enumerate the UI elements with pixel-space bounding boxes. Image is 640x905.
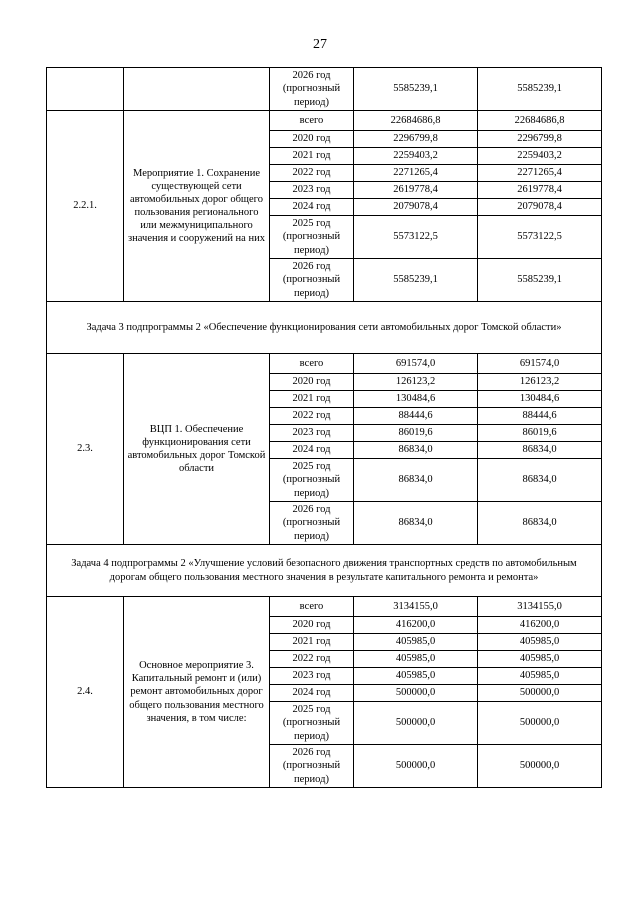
table-row xyxy=(47,111,602,131)
value-cell-1: 5573122,5 xyxy=(354,216,478,259)
value-cell-1: 2079078,4 xyxy=(354,199,478,216)
period-cell: 2024 год xyxy=(270,685,354,702)
value-cell-2: 5585239,1 xyxy=(478,259,602,302)
item-title xyxy=(124,68,270,111)
value-cell-1: 3134155,0 xyxy=(354,597,478,617)
value-cell-2: 500000,0 xyxy=(478,702,602,745)
item-number: 2.4. xyxy=(47,597,124,788)
value-cell-2: 5585239,1 xyxy=(478,68,602,111)
value-cell-1: 2296799,8 xyxy=(354,131,478,148)
value-cell-1: 86834,0 xyxy=(354,502,478,545)
task-heading: Задача 4 подпрограммы 2 «Улучшение условий безопасного движения транспортных средств по автомобильным дорогам общего пользования местного значения в результате капитального ремонта и ремонта» xyxy=(47,545,602,597)
value-cell-2: 86834,0 xyxy=(478,459,602,502)
period-cell: всего xyxy=(270,111,354,131)
task-row xyxy=(47,545,602,597)
value-cell-2: 691574,0 xyxy=(478,354,602,374)
value-cell-2: 130484,6 xyxy=(478,391,602,408)
value-cell-1: 88444,6 xyxy=(354,408,478,425)
value-cell-2: 500000,0 xyxy=(478,745,602,788)
value-cell-1: 86834,0 xyxy=(354,459,478,502)
value-cell-2: 416200,0 xyxy=(478,617,602,634)
item-title: Основное мероприятие 3. Капитальный ремонт и (или) ремонт автомобильных дорог общего пользования местного значения, в том числе: xyxy=(124,597,270,788)
value-cell-2: 3134155,0 xyxy=(478,597,602,617)
value-cell-2: 2296799,8 xyxy=(478,131,602,148)
budget-table xyxy=(46,67,602,788)
value-cell-2: 22684686,8 xyxy=(478,111,602,131)
value-cell-1: 5585239,1 xyxy=(354,68,478,111)
page-number: 27 xyxy=(313,37,327,52)
item-number: 2.3. xyxy=(47,354,124,545)
period-cell: 2025 год (прогнозный период) xyxy=(270,216,354,259)
table-row xyxy=(47,68,602,111)
period-cell: 2020 год xyxy=(270,131,354,148)
item-number xyxy=(47,68,124,111)
value-cell-1: 405985,0 xyxy=(354,668,478,685)
value-cell-2: 86834,0 xyxy=(478,502,602,545)
value-cell-2: 2619778,4 xyxy=(478,182,602,199)
table-row xyxy=(47,597,602,617)
value-cell-1: 2271265,4 xyxy=(354,165,478,182)
value-cell-1: 126123,2 xyxy=(354,374,478,391)
value-cell-1: 405985,0 xyxy=(354,634,478,651)
period-cell: 2026 год (прогнозный период) xyxy=(270,68,354,111)
value-cell-1: 691574,0 xyxy=(354,354,478,374)
table-body xyxy=(47,68,602,788)
period-cell: 2026 год (прогнозный период) xyxy=(270,502,354,545)
value-cell-1: 22684686,8 xyxy=(354,111,478,131)
period-cell: 2020 год xyxy=(270,374,354,391)
value-cell-2: 405985,0 xyxy=(478,634,602,651)
item-title: Мероприятие 1. Сохранение существующей сети автомобильных дорог общего пользования регионального или межмуниципального значения и сооружений на них xyxy=(124,111,270,302)
value-cell-1: 416200,0 xyxy=(354,617,478,634)
period-cell: 2021 год xyxy=(270,148,354,165)
value-cell-1: 500000,0 xyxy=(354,685,478,702)
value-cell-2: 405985,0 xyxy=(478,668,602,685)
task-heading: Задача 3 подпрограммы 2 «Обеспечение функционирования сети автомобильных дорог Томской области» xyxy=(47,302,602,354)
period-cell: 2023 год xyxy=(270,425,354,442)
period-cell: 2025 год (прогнозный период) xyxy=(270,459,354,502)
value-cell-2: 86019,6 xyxy=(478,425,602,442)
period-cell: 2026 год (прогнозный период) xyxy=(270,745,354,788)
value-cell-1: 86019,6 xyxy=(354,425,478,442)
period-cell: 2024 год xyxy=(270,199,354,216)
value-cell-2: 2259403,2 xyxy=(478,148,602,165)
value-cell-2: 126123,2 xyxy=(478,374,602,391)
period-cell: всего xyxy=(270,597,354,617)
value-cell-2: 88444,6 xyxy=(478,408,602,425)
period-cell: 2022 год xyxy=(270,408,354,425)
item-number: 2.2.1. xyxy=(47,111,124,302)
period-cell: 2022 год xyxy=(270,165,354,182)
value-cell-2: 86834,0 xyxy=(478,442,602,459)
value-cell-1: 130484,6 xyxy=(354,391,478,408)
value-cell-2: 405985,0 xyxy=(478,651,602,668)
period-cell: 2023 год xyxy=(270,182,354,199)
value-cell-2: 500000,0 xyxy=(478,685,602,702)
value-cell-1: 500000,0 xyxy=(354,702,478,745)
period-cell: 2026 год (прогнозный период) xyxy=(270,259,354,302)
value-cell-2: 5573122,5 xyxy=(478,216,602,259)
period-cell: 2020 год xyxy=(270,617,354,634)
value-cell-1: 2619778,4 xyxy=(354,182,478,199)
value-cell-1: 405985,0 xyxy=(354,651,478,668)
period-cell: 2023 год xyxy=(270,668,354,685)
value-cell-1: 500000,0 xyxy=(354,745,478,788)
value-cell-1: 2259403,2 xyxy=(354,148,478,165)
period-cell: 2021 год xyxy=(270,391,354,408)
period-cell: 2025 год (прогнозный период) xyxy=(270,702,354,745)
value-cell-1: 5585239,1 xyxy=(354,259,478,302)
value-cell-2: 2079078,4 xyxy=(478,199,602,216)
period-cell: 2024 год xyxy=(270,442,354,459)
period-cell: 2022 год xyxy=(270,651,354,668)
table-row xyxy=(47,354,602,374)
value-cell-2: 2271265,4 xyxy=(478,165,602,182)
period-cell: 2021 год xyxy=(270,634,354,651)
task-row xyxy=(47,302,602,354)
period-cell: всего xyxy=(270,354,354,374)
value-cell-1: 86834,0 xyxy=(354,442,478,459)
item-title: ВЦП 1. Обеспечение функционирования сети автомобильных дорог Томской области xyxy=(124,354,270,545)
